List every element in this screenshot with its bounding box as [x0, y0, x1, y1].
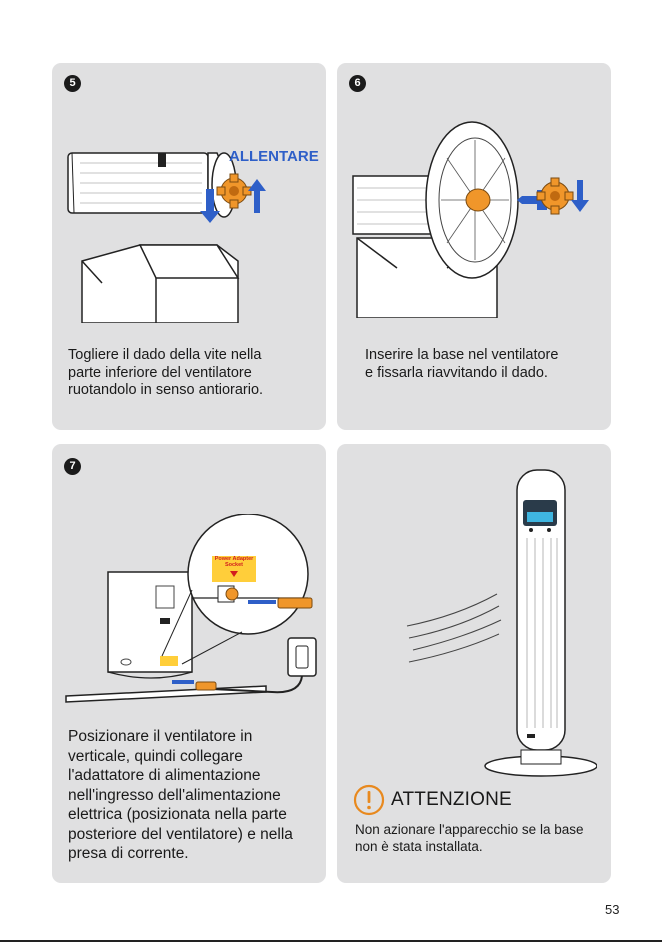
step-5-panel — [52, 63, 326, 430]
warning-header — [353, 784, 512, 816]
socket-label-line-1: Power Adapter — [214, 556, 254, 562]
step-number-badge: 5 — [64, 75, 81, 92]
power-adapter-socket-label — [212, 556, 256, 568]
step-7-panel — [52, 444, 326, 883]
exclamation-circle-icon — [353, 784, 385, 816]
step-7-text: Posizionare il ventilatore in verticale, quindi collegare l'adattatore di alimentazione nell'ingresso dell'alimentazione elettrica (posizionata nella parte posteriore del ventilatore) e nella presa di corrente. — [68, 728, 293, 862]
page-number: 53 — [605, 902, 620, 917]
warning-text: Non azionare l'apparecchio se la base non è stata installata. — [355, 822, 584, 854]
warning-panel — [337, 444, 611, 883]
step-5-text: Togliere il dado della vite nella parte inferiore del ventilatore ruotandolo in senso antiorario. — [68, 347, 264, 398]
step-number-badge: 7 — [64, 458, 81, 475]
step-6-panel — [337, 63, 611, 430]
attach-base-illustration — [337, 118, 611, 318]
plug-adapter-illustration — [52, 514, 326, 704]
socket-label-line-2: Socket — [224, 562, 244, 568]
tower-fan-illustration — [397, 466, 597, 780]
footer-divider — [0, 940, 662, 942]
loosen-label: ALLENTARE — [229, 148, 319, 165]
warning-title: ATTENZIONE — [391, 789, 512, 810]
step-6-text: Inserire la base nel ventilatore e fissarla riavvitando il dado. — [365, 347, 559, 381]
step-number-badge: 6 — [349, 75, 366, 92]
